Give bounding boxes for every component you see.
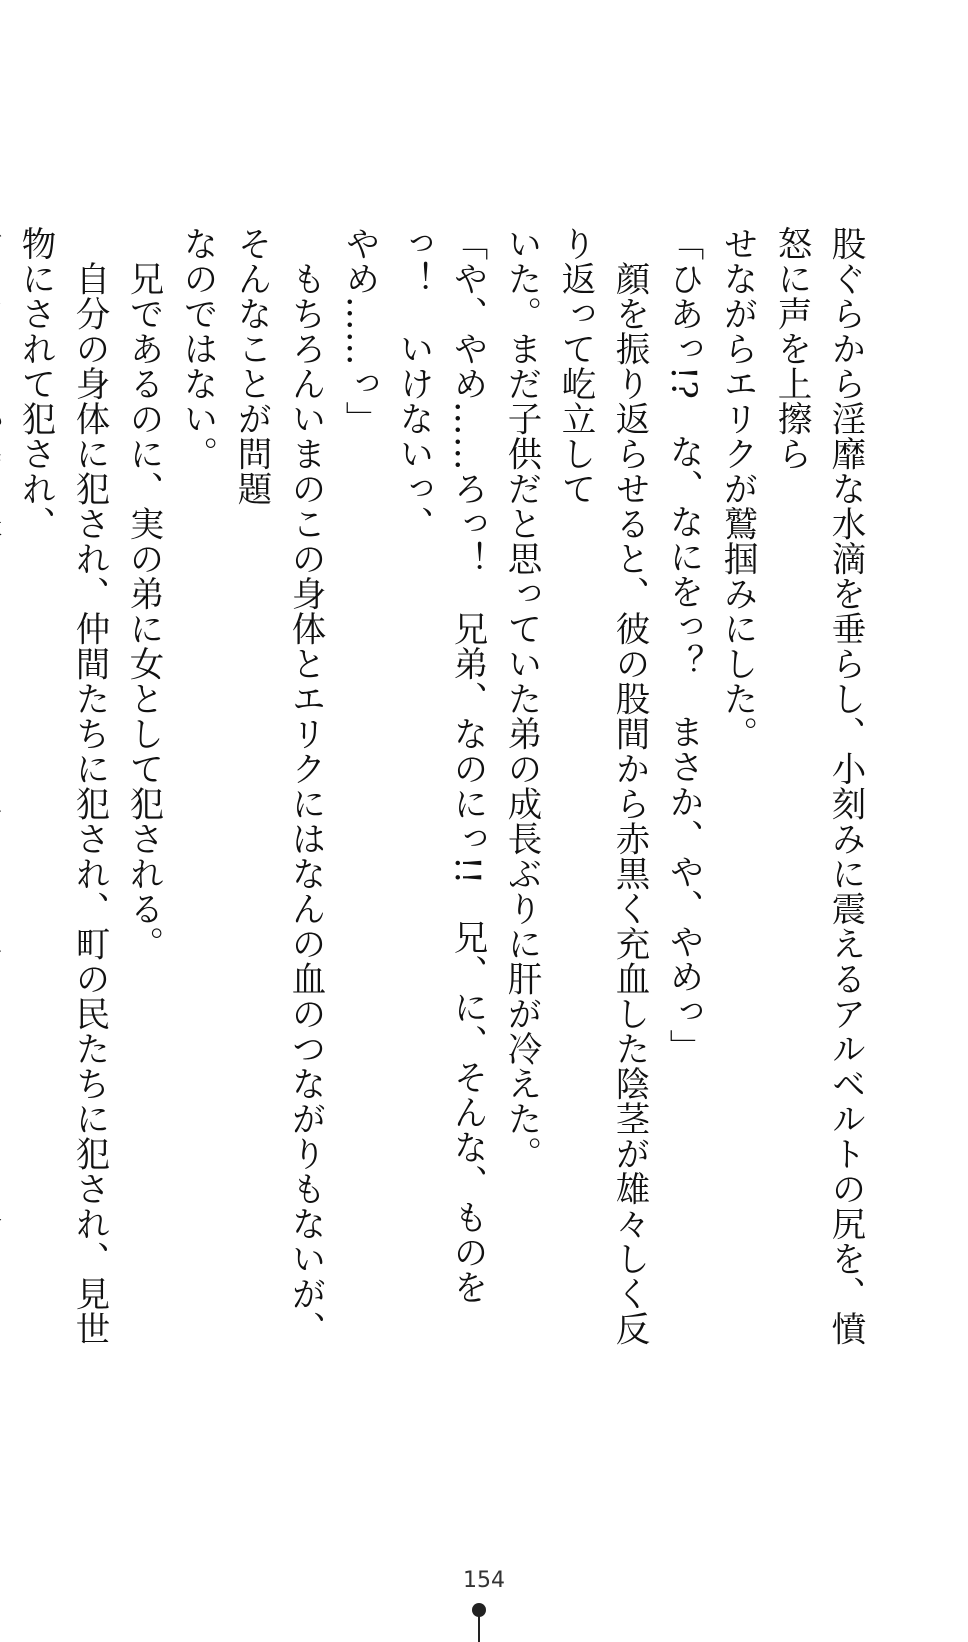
text-line-12 — [0, 226, 8, 1356]
page-marker-line — [478, 1616, 480, 1642]
text-line-6: 「や、やめ……ろっ！ 兄弟、なのにっ!! 兄、に、そんな、ものをっ！ いけないっ、 — [393, 226, 487, 1305]
text-line-9: なのではない。 — [177, 226, 217, 471]
text-line-3: 「ひあっ!? な、なにをっ？ まさか、や、やめっ」 — [663, 226, 703, 1065]
text-line-1: 股ぐらから淫靡な水滴を垂らし、小刻みに震えるアルベルトの尻を、憤怒に声を上擦ら — [771, 226, 865, 1346]
text-line-5: いた。まだ子供だと思っていた弟の成長ぶりに肝が冷えた。 — [501, 226, 541, 1171]
text-line-8: もちろんいまのこの身体とエリクにはなんの血のつながりもないが、そんなことが問題 — [231, 226, 325, 1346]
body-text — [15, 226, 872, 1356]
text-line-4: 顔を振り返らせると、彼の股間から赤黒く充血した陰茎が雄々しく反り返って屹立して — [555, 226, 649, 1346]
text-line-11: 自分の身体に犯され、仲間たちに犯され、町の民たちに犯され、見世物にされて犯され、 — [15, 226, 109, 1346]
page-number: 154 — [463, 1568, 505, 1593]
page-marker-dot — [472, 1603, 486, 1617]
text-line-7: やめ……っ」 — [339, 226, 379, 436]
text-line-10: 兄であるのに、実の弟に女として犯される。 — [123, 226, 163, 961]
text-line-2: せながらエリクが鷲掴みにした。 — [717, 226, 757, 751]
